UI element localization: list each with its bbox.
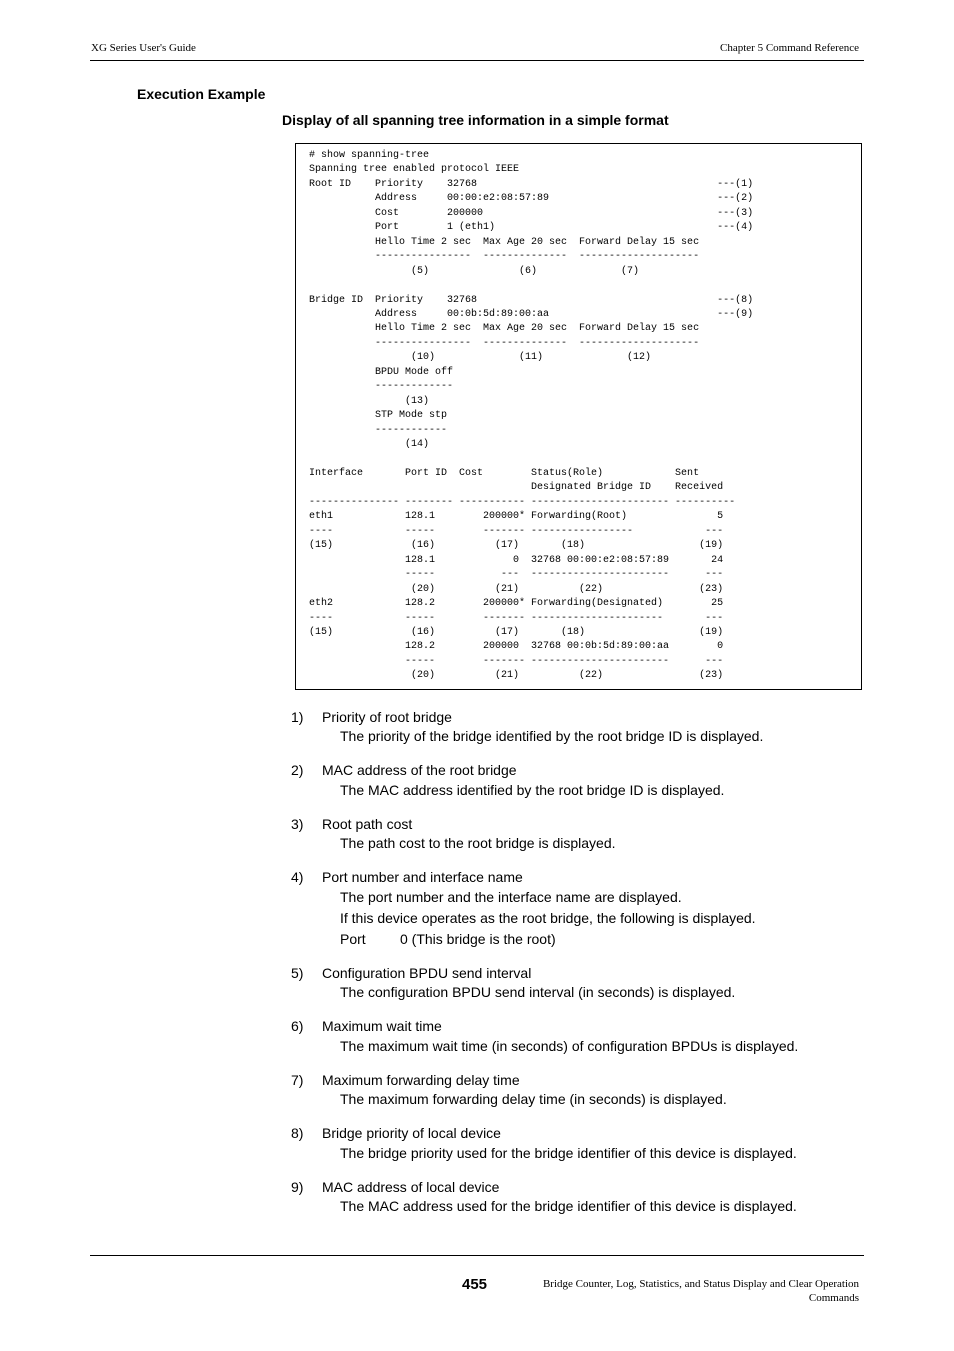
list-item (291, 814, 851, 854)
list-item (291, 963, 851, 1003)
item-description: The maximum wait time (in seconds) of configuration BPDUs is displayed. (340, 1037, 799, 1054)
list-item (291, 1017, 851, 1057)
item-title: Maximum wait time (322, 1018, 442, 1034)
list-item (291, 1124, 851, 1164)
item-number: 4) (291, 869, 304, 885)
list-item (291, 868, 851, 950)
list-item (291, 1070, 851, 1110)
list-item (291, 1177, 851, 1217)
item-title: MAC address of local device (322, 1178, 500, 1195)
section-title: Execution Example (137, 86, 266, 102)
item-number: 5) (291, 964, 304, 981)
field-description-list (291, 707, 851, 1231)
item-description: The MAC address identified by the root bridge ID is displayed. (340, 781, 725, 798)
item-description: If this device operates as the root bridge, the following is displayed. (340, 909, 756, 926)
item-number: 9) (291, 1178, 304, 1195)
subsection-title: Display of all spanning tree information in a simple format (282, 112, 669, 128)
item-title: Root path cost (322, 815, 413, 832)
header-chapter-title: Chapter 5 Command Reference (720, 42, 859, 54)
root-port-example (291, 929, 851, 950)
command-output-box (295, 143, 862, 690)
header-guide-title: XG Series User's Guide (91, 42, 196, 54)
item-description: The MAC address used for the bridge identifier of this device is displayed. (340, 1198, 797, 1214)
item-title: MAC address of the root bridge (322, 762, 517, 778)
footer-divider (90, 1255, 864, 1256)
port-label: Port (340, 930, 366, 947)
item-number: 8) (291, 1125, 304, 1141)
port-value: 0 (This bridge is the root) (400, 930, 556, 947)
item-title: Port number and interface name (322, 869, 523, 885)
item-description: The configuration BPDU send interval (in seconds) is displayed. (340, 984, 736, 1000)
footer-line: Commands (808, 1291, 859, 1304)
footer-line: Bridge Counter, Log, Statistics, and Status Display and Clear Operation (542, 1278, 859, 1290)
item-title: Bridge priority of local device (322, 1125, 501, 1141)
header-divider (90, 60, 864, 61)
item-description: The path cost to the root bridge is displayed. (340, 835, 616, 851)
item-description: The port number and the interface name are displayed. (340, 888, 682, 905)
list-item (291, 707, 851, 747)
item-number: 1) (291, 708, 304, 725)
footer-section-title (543, 1278, 859, 1305)
item-title: Maximum forwarding delay time (322, 1071, 520, 1088)
item-description: The priority of the bridge identified by the root bridge ID is displayed. (340, 728, 764, 744)
item-number: 6) (291, 1018, 304, 1034)
page-number: 455 (462, 1276, 488, 1293)
item-title: Configuration BPDU send interval (322, 964, 532, 981)
item-description: The maximum forwarding delay time (in seconds) is displayed. (340, 1091, 727, 1107)
list-item (291, 761, 851, 801)
item-title: Priority of root bridge (322, 708, 452, 725)
item-number: 3) (291, 815, 304, 832)
item-number: 2) (291, 762, 304, 778)
command-output-text: # show spanning-tree Spanning tree enabled protocol IEEE Root ID Priority 32768 ---(1) Address 00:00:e2:08:57:89 ---(2) Cost 200000 ---(3) Port 1 (eth1) ---(4) Hello Time 2 sec Max Age 20 sec Forward Delay 15 sec ---------------- -------------- -------------------- (5) (6) (7) Bridge ID Priority 32768 ---(8) Address 00:0b:5d:89:00:aa ---(9) Hello Time 2 sec Max Age 20 sec Forward Delay 15 sec ---------------- -------------- -------------------- (10) (11) (12) BPDU Mode off ------------- (13) STP Mode stp ------------ (14) Interface Port ID Cost Status(Role) Sent Designated Bridge ID Received --------------- -------- ----------- ----------------------- ---------- eth1 128.1 200000* Forwarding(Root) 5 ---- ----- ------- ----------------- --- (15) (16) (17) (18) (19) 128.1 0 32768 00:00:e2:08:57:89 24 ----- --- ----------------------- --- (20) (21) (22) (23) eth2 128.2 200000* Forwarding(Designated) 25 ---- ----- ------- ---------------------- --- (15) (16) (17) (18) (19) 128.2 200000 32768 00:0b:5d:89:00:aa 0 ----- ------- ----------------------- --- (20) (21) (22) (23) (309, 150, 754, 682)
item-number: 7) (291, 1071, 304, 1088)
item-description: The bridge priority used for the bridge identifier of this device is displayed. (340, 1144, 797, 1161)
